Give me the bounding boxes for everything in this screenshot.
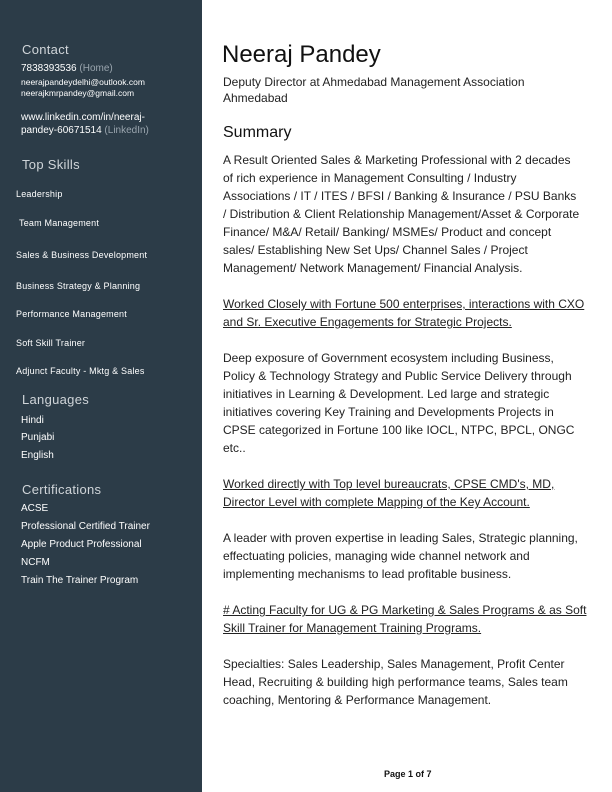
summary-line-underlined: Director Level with complete Mapping of the Key Account.	[223, 495, 530, 509]
headline: Deputy Director at Ahmedabad Management Association	[223, 75, 525, 89]
summary-line: implementing mechanisms to lead profitable business.	[223, 567, 512, 581]
profile-name: Neeraj Pandey	[222, 41, 381, 68]
certification-item: ACSE	[21, 503, 49, 514]
summary-line-underlined: and Sr. Executive Engagements for Strategic Projects.	[223, 315, 512, 329]
language-item: Punjabi	[21, 432, 55, 443]
summary-line-underlined: Worked Closely with Fortune 500 enterprises, interactions with CXO	[223, 297, 585, 311]
summary-line: CPSE categorized in Fortune 100 like IOCL, NTPC, BPCL, ONGC	[223, 423, 575, 437]
summary-line: coaching, Mentoring & Performance Management.	[223, 693, 492, 707]
linkedin-label: (LinkedIn)	[104, 125, 149, 136]
certification-item: NCFM	[21, 557, 50, 568]
summary-heading: Summary	[223, 124, 292, 141]
summary-line: Management/ Network Management/ Financial Analysis.	[223, 261, 523, 275]
summary-line: Deep exposure of Government ecosystem including Business,	[223, 351, 554, 365]
skill-item: Performance Management	[16, 309, 127, 319]
summary-line: Policy & Technology Strategy and Public Service Delivery through	[223, 369, 572, 383]
summary-line-underlined: # Acting Faculty for UG & PG Marketing & Sales Programs & as Soft	[223, 603, 587, 617]
summary-line: A leader with proven expertise in leading Sales, Strategic planning,	[223, 531, 578, 545]
skills-heading: Top Skills	[22, 157, 80, 172]
email-link[interactable]: neerajpandeydelhi@outlook.com	[21, 77, 145, 87]
summary-line: Specialties: Sales Leadership, Sales Management, Profit Center	[223, 657, 565, 671]
skill-item: Soft Skill Trainer	[16, 338, 86, 348]
sidebar	[0, 0, 202, 792]
linkedin-link-cont[interactable]	[21, 125, 149, 136]
skill-item: Adjunct Faculty - Mktg & Sales	[16, 366, 145, 376]
certification-item: Apple Product Professional	[21, 539, 142, 550]
languages-heading: Languages	[22, 392, 90, 407]
summary-line-underlined: Worked directly with Top level bureaucrats, CPSE CMD's, MD,	[223, 477, 555, 491]
linkedin-link[interactable]: www.linkedin.com/in/neeraj-	[21, 112, 145, 123]
skill-item: Leadership	[16, 189, 63, 199]
language-item: English	[21, 450, 54, 461]
skill-item: Business Strategy & Planning	[16, 281, 141, 291]
summary-line: initiatives in Learning & Development. Led large and strategic	[223, 387, 550, 401]
summary-line: of rich experience in Management Consulting / Industry	[223, 171, 517, 185]
language-item: Hindi	[21, 415, 44, 426]
linkedin-url[interactable]: pandey-60671514	[21, 125, 102, 136]
summary-line-underlined: Skill Trainer for Management Training Programs.	[223, 621, 482, 635]
phone	[21, 63, 113, 74]
location: Ahmedabad	[223, 91, 288, 105]
summary-line: Finance/ M&A/ Retail/ Banking/ MSMEs/ Product and concept	[223, 225, 552, 239]
certifications-heading: Certifications	[22, 482, 102, 497]
contact-heading: Contact	[22, 42, 69, 57]
skill-item: Sales & Business Development	[16, 250, 148, 260]
summary-line: initiatives covering Key Training and Developments Projects in	[223, 405, 554, 419]
summary-line: sales/ Establishing New Set Ups/ Channel Sales / Project	[223, 243, 528, 257]
summary-line: A Result Oriented Sales & Marketing Professional with 2 decades	[223, 153, 571, 167]
phone-number: 7838393536	[21, 63, 77, 74]
summary-line: effectuating policies, managing wide channel network and	[223, 549, 530, 563]
skill-item: Team Management	[19, 218, 100, 228]
phone-label: (Home)	[79, 63, 113, 74]
summary-line: Associations / IT / ITES / BFSI / Banking & Insurance / PSU Banks	[223, 189, 577, 203]
certification-item: Professional Certified Trainer	[21, 521, 150, 532]
email-link[interactable]: neerajkmrpandey@gmail.com	[21, 88, 135, 98]
certification-item: Train The Trainer Program	[21, 575, 139, 586]
summary-line: etc..	[223, 441, 246, 455]
summary-line: / Distribution & Client Relationship Management/Asset & Corporate	[223, 207, 580, 221]
page-number: Page 1 of 7	[384, 769, 432, 779]
summary-line: Head, Recruiting & building high performance teams, Sales team	[223, 675, 568, 689]
